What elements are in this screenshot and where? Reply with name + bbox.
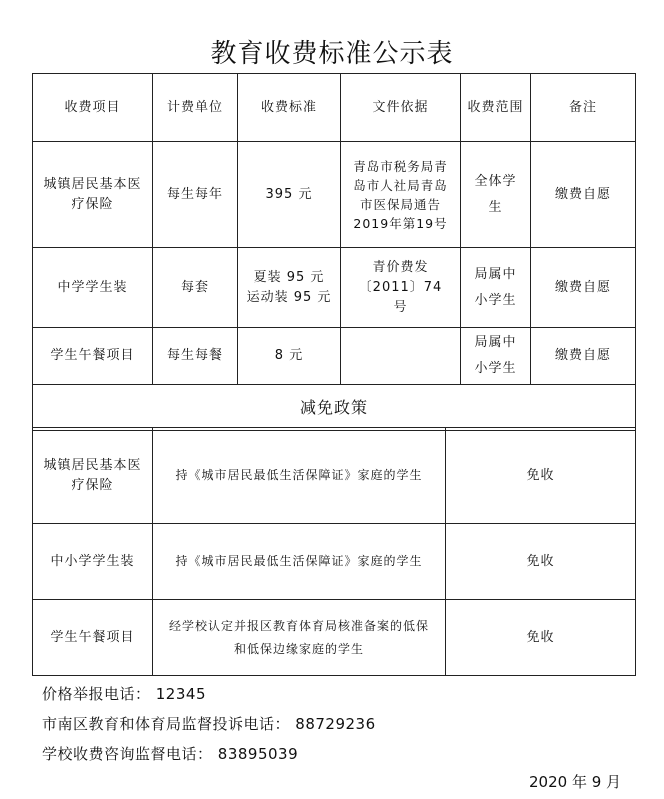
table-row xyxy=(33,524,636,600)
policy-action-cell: 免收 xyxy=(446,600,636,676)
standard-cell: 395 元 xyxy=(238,142,341,248)
scope-cell: 局属中小学生 xyxy=(461,248,531,328)
remark-cell: 缴费自愿 xyxy=(531,142,636,248)
consult-hotline: 学校收费咨询监督电话： 83895039 xyxy=(42,745,299,763)
scope-cell: 局属中小学生 xyxy=(461,328,531,385)
policy-item-cell: 城镇居民基本医疗保险 xyxy=(33,428,153,524)
header-cell: 收费项目 xyxy=(33,74,153,142)
document-cell xyxy=(341,328,461,385)
item-cell: 城镇居民基本医疗保险 xyxy=(33,142,153,248)
item-cell: 中学学生装 xyxy=(33,248,153,328)
publish-date: 2020 年 9 月 xyxy=(529,773,622,791)
table-row xyxy=(33,142,636,248)
document-cell: 青价费发〔2011〕74 号 xyxy=(341,248,461,328)
item-cell: 学生午餐项目 xyxy=(33,328,153,385)
policy-table xyxy=(32,427,636,676)
price-hotline: 价格举报电话： 12345 xyxy=(42,685,206,703)
unit-cell: 每套 xyxy=(153,248,238,328)
policy-heading-row xyxy=(33,385,636,431)
table-row xyxy=(33,600,636,676)
remark-cell: 缴费自愿 xyxy=(531,248,636,328)
header-cell: 收费范围 xyxy=(461,74,531,142)
policy-action-cell: 免收 xyxy=(446,524,636,600)
standard-cell: 8 元 xyxy=(238,328,341,385)
complaint-hotline: 市南区教育和体育局监督投诉电话： 88729236 xyxy=(42,715,376,733)
header-cell: 收费标准 xyxy=(238,74,341,142)
table-row xyxy=(33,248,636,328)
policy-condition-cell: 持《城市居民最低生活保障证》家庭的学生 xyxy=(153,428,446,524)
policy-condition-cell: 经学校认定并报区教育体育局核准备案的低保和低保边缘家庭的学生 xyxy=(153,600,446,676)
table-row xyxy=(33,428,636,524)
document-cell: 青岛市税务局青岛市人社局青岛市医保局通告2019年第19号 xyxy=(341,142,461,248)
table-row xyxy=(33,328,636,385)
scope-cell: 全体学生 xyxy=(461,142,531,248)
remark-cell: 缴费自愿 xyxy=(531,328,636,385)
policy-item-cell: 中小学学生装 xyxy=(33,524,153,600)
fee-table-header-row xyxy=(33,74,636,142)
unit-cell: 每生每年 xyxy=(153,142,238,248)
policy-item-cell: 学生午餐项目 xyxy=(33,600,153,676)
policy-heading: 减免政策 xyxy=(33,385,636,431)
unit-cell: 每生每餐 xyxy=(153,328,238,385)
header-cell: 备注 xyxy=(531,74,636,142)
header-cell: 文件依据 xyxy=(341,74,461,142)
fee-table xyxy=(32,73,636,431)
policy-action-cell: 免收 xyxy=(446,428,636,524)
header-cell: 计费单位 xyxy=(153,74,238,142)
policy-condition-cell: 持《城市居民最低生活保障证》家庭的学生 xyxy=(153,524,446,600)
page-title: 教育收费标准公示表 xyxy=(210,39,454,69)
standard-cell: 夏装 95 元 运动装 95 元 xyxy=(238,248,341,328)
